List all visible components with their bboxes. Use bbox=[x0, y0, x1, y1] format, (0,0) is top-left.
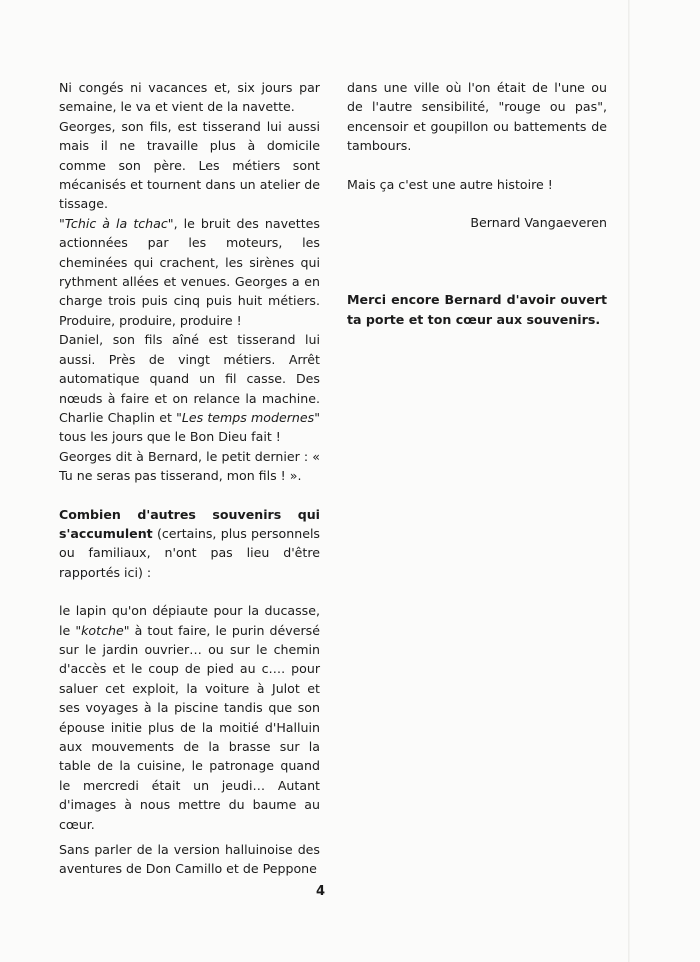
author-signature: Bernard Vangaeveren bbox=[470, 215, 607, 231]
paragraph-daniel bbox=[59, 330, 320, 446]
paragraph-ville: dans une ville où l'on était de l'une ou de l'autre sensibilité, "rouge ou pas", encensoir et goupillon ou battements de tambours. bbox=[347, 80, 607, 154]
daniel-text-a: Daniel, son fils aîné est tisserand lui aussi. Près de vingt métiers. Arrêt automatique quand un fil casse. Des nœuds à faire et on relance la machine. Charlie Chaplin et bbox=[59, 332, 320, 425]
paragraph-bernard: Georges dit à Bernard, le petit dernier : « Tu ne seras pas tisserand, mon fils ! ». bbox=[59, 448, 320, 484]
souvenirs-text: (certains, plus personnels ou familiaux, n'ont pas lieu d'être rapportés ici) : bbox=[59, 525, 320, 580]
tchic-text: , le bruit des navettes actionnées par les moteurs, les cheminées qui crachent, les sirènes qui rythment allées et venues. Georges a en charge trois puis cinq puis huit métiers. Produire, produire, produire ! bbox=[59, 215, 320, 328]
left-column bbox=[59, 78, 320, 879]
paragraph-georges: Georges, son fils, est tisserand lui aussi mais il ne travaille plus à domicile comme son père. Les métiers sont mécanisés et tournent dans un atelier de tissage. bbox=[59, 118, 320, 212]
paragraph-tchic bbox=[59, 214, 320, 330]
lapin-text-b: à tout faire, le purin déversé sur le jardin ouvrier… ou sur le chemin d'accès et le coup de pied au c…. pour saluer cet exploit, la voiture à Julot et ses voyages à la piscine tandis que son épouse initie plus de la moitié d'Halluin aux mouvements de la brasse sur la table de la cuisine, le patronage quand le mercredi était un jeudi… Autant d'images à nous mettre du baume au cœur. bbox=[59, 622, 320, 832]
thanks-note: Merci encore Bernard d'avoir ouvert ta porte et ton cœur aux souvenirs. bbox=[347, 292, 607, 327]
lapin-text-a: le lapin qu'on dépiaute pour la ducasse, le bbox=[59, 603, 320, 638]
souvenirs-heading: Combien d'autres souvenirs qui s'accumulent bbox=[59, 506, 320, 541]
paragraph-souvenirs bbox=[59, 505, 320, 583]
page-number: 4 bbox=[316, 884, 326, 899]
temps-modernes-title: "Les temps modernes" bbox=[176, 409, 320, 425]
tchic-quote: "Tchic à la tchac" bbox=[59, 215, 174, 231]
paragraph-don-camillo: Sans parler de la version halluinoise des aventures de Don Camillo et de Peppone bbox=[59, 842, 320, 877]
daniel-text-b: tous les jours que le Bon Dieu fait ! bbox=[59, 429, 281, 445]
kotche-word: "kotche" bbox=[75, 622, 130, 638]
paragraph-autre-histoire: Mais ça c'est une autre histoire ! bbox=[347, 176, 553, 192]
paragraph-conges: Ni congés ni vacances et, six jours par semaine, le va et vient de la navette. bbox=[59, 80, 320, 115]
page-fold-shadow bbox=[628, 0, 630, 962]
right-column bbox=[347, 78, 607, 329]
paragraph-lapin bbox=[59, 601, 320, 834]
